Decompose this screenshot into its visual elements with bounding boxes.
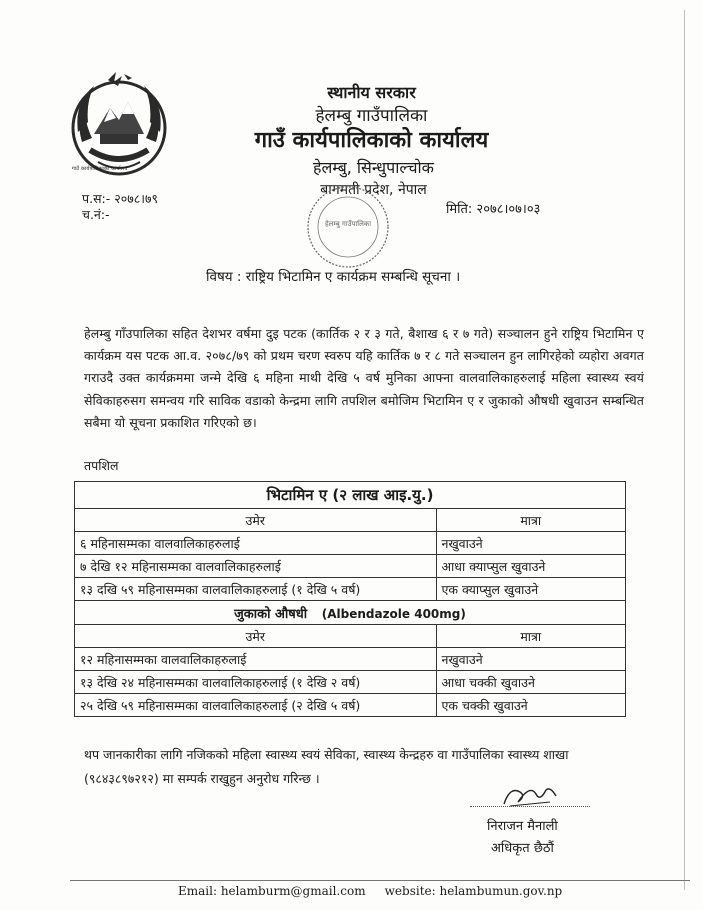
age-cell: ७ देखि १२ महिनासम्मका वालवालिकाहरुलाई <box>75 555 437 578</box>
letter-date: मिति: २०७८।०७।०३ <box>446 202 541 217</box>
signatory-name: निराजन मैनाली <box>487 819 558 834</box>
table-row <box>75 532 626 555</box>
table-row <box>75 482 626 509</box>
age-cell: १३ दखि ५९ महिनासम्मका वालवालिकाहरुलाई (१ देखि ५ वर्ष) <box>75 578 437 601</box>
body-paragraph: हेलम्बु गाँउपालिका सहित देशभर वर्षमा दुइ पटक (कार्तिक २ र ३ गते, बैशाख ६ र ७ गते) सञ्चालन हुने राष्ट्रिय भिटामिन ए कार्यक्रम यस पटक आ.व. २०७८/७९ को प्रथम चरण स्वरुप यहि कार्तिक ७ र ८ गते सञ्चालन हुन लागिरहेको व्यहोरा अवगत गराउदै उक्त कार्यक्रममा जन्मे देखि ६ महिना माथी देखि ५ वर्ष मुनिका आफ्ना वालवालिकाहरुलाई महिला स्वास्थ्य स्वयं सेविकाहरुसग समन्वय गरि साविक वडाको केन्द्रमा लागि तपशिल बमोजिम भिटामिन ए र जुकाको औषधी खुवाउन सम्बन्धित सबैमा यो सूचना प्रकाशित गरिएको छ। <box>84 326 644 430</box>
dose-cell: एक चक्की खुवाउने <box>436 694 626 717</box>
deworming-title-en: (Albendazole 400mg) <box>321 606 466 621</box>
emblem-caption: गाउँ कार्यपालिकाको कार्यालय <box>72 166 128 172</box>
dose-cell: नखुवाउने <box>436 648 626 671</box>
table-row <box>75 648 626 671</box>
header-office-name: गाउँ कार्यपालिकाको कार्यालय <box>254 128 489 153</box>
deworming-title <box>75 601 626 625</box>
col-dose-header: मात्रा <box>436 625 626 648</box>
dose-cell: नखुवाउने <box>436 532 626 555</box>
closing-paragraph: थप जानकारीका लागि नजिकको महिला स्वास्थ्य स्वयं सेविका, स्वास्थ्य केन्द्रहरु वा गाउँपालिका स्वास्थ्य शाखा (९८४३८९७२१२) मा सम्पर्क राखुहुन अनुरोध गरिन्छ । <box>84 747 569 786</box>
signatory-post: अधिकृत छैठौं <box>491 841 554 856</box>
dosage-table <box>74 481 626 717</box>
age-cell: १२ महिनासम्मका वालवालिकाहरुलाई <box>75 648 437 671</box>
vitamin-a-title: भिटामिन ए (२ लाख आइ.यु.) <box>75 482 626 509</box>
office-stamp-icon <box>300 182 396 272</box>
table-row <box>75 601 626 625</box>
letter-ref-number: प.स:- २०७८।७९ <box>82 191 158 206</box>
signature-line <box>470 806 590 807</box>
age-cell: ६ महिनासम्मका वालवालिकाहरुलाई <box>75 532 437 555</box>
table-row <box>75 671 626 694</box>
footer-divider <box>70 880 690 881</box>
table-row <box>75 625 626 648</box>
col-age-header: उमेर <box>75 625 437 648</box>
header-local-government: स्थानीय सरकार <box>327 83 416 102</box>
table-row <box>75 509 626 532</box>
letter-subject: विषय : राष्ट्रिय भिटामिन ए कार्यक्रम सम्बन्धि सूचना । <box>206 269 461 285</box>
dose-cell: आधा क्याप्सुल खुवाउने <box>436 555 626 578</box>
dose-cell: आधा चक्की खुवाउने <box>436 671 626 694</box>
col-dose-header: मात्रा <box>436 509 626 532</box>
col-age-header: उमेर <box>75 509 437 532</box>
table-row <box>75 555 626 578</box>
header-municipality: हेलम्बु गाउँपालिका <box>315 106 428 126</box>
footer-contact: Email: helamburm@gmail.com website: helambumun.gov.np <box>178 884 563 898</box>
tapsil-label: तपशिल <box>84 458 119 473</box>
age-cell: २५ देखि ५९ महिनासम्मका वालवालिकाहरुलाई (२ देखि ५ वर्ष) <box>75 694 437 717</box>
dose-cell: एक क्याप्सुल खुवाउने <box>436 578 626 601</box>
header-address: हेलम्बु, सिन्धुपाल्चोक <box>313 158 434 177</box>
age-cell: १३ देखि २४ महिनासम्मका वालवालिकाहरुलाई (१ देखि २ वर्ष) <box>75 671 437 694</box>
header-province: बागमती प्रदेश, नेपाल <box>320 182 427 198</box>
stamp-text: हेलम्बु गाउँपालिका <box>324 220 372 228</box>
table-row <box>75 694 626 717</box>
deworming-title-np: जुकाको औषधी <box>234 606 308 622</box>
table-row <box>75 578 626 601</box>
dispatch-number: च.नं:- <box>82 207 110 222</box>
